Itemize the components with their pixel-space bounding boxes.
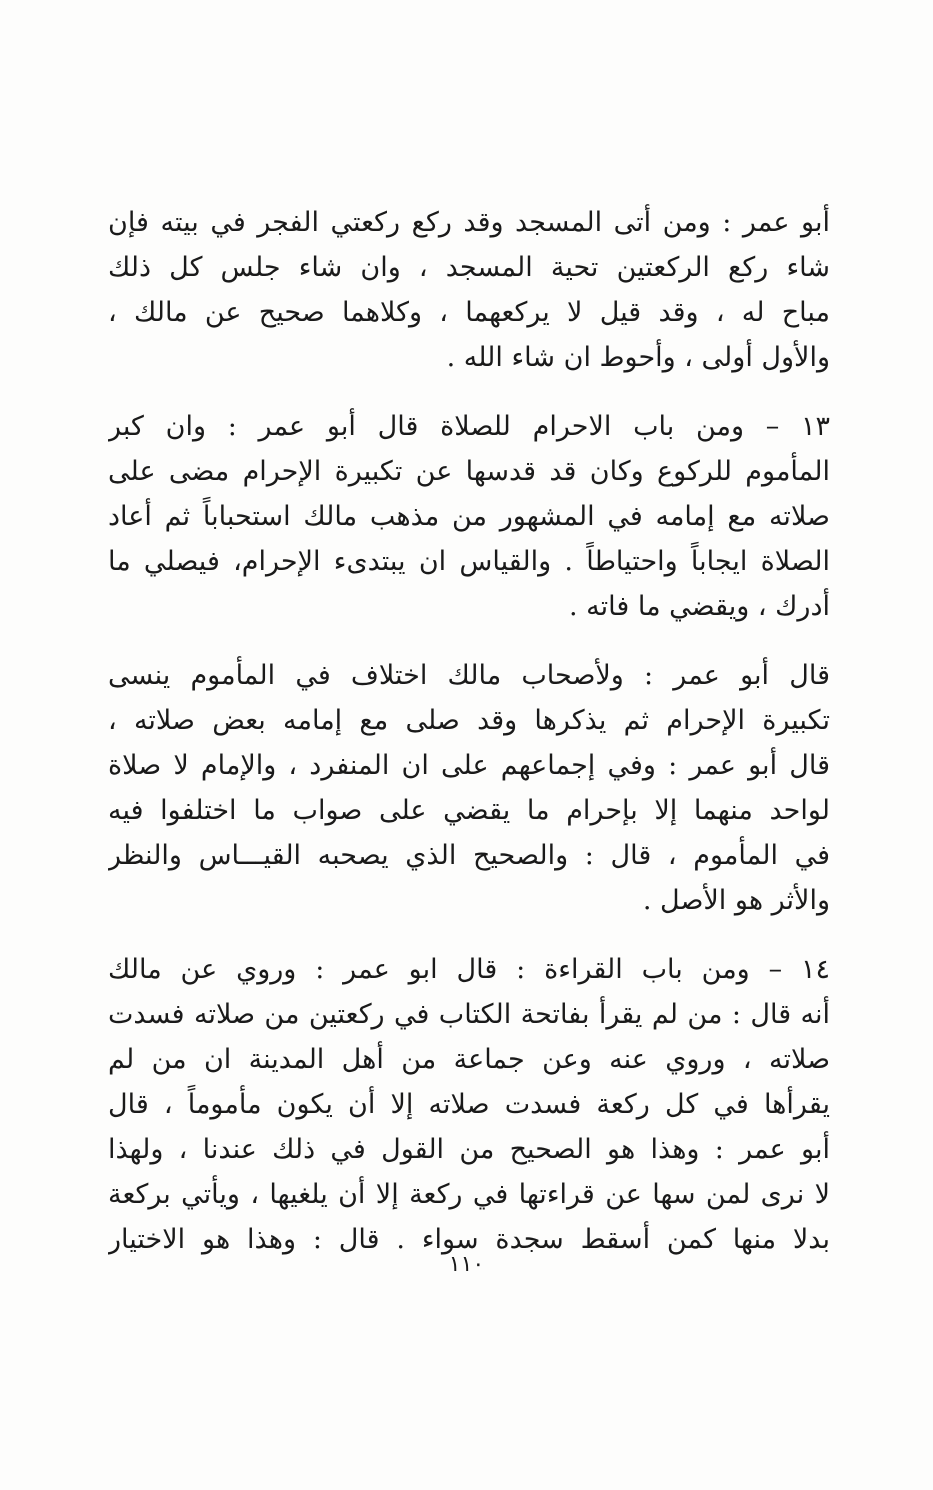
text-line: صلاته مع إمامه في المشهور من مذهب مالك استحباباً ثم أعاد [108, 501, 830, 532]
text-line: ١٤ – ومن باب القراءة : قال ابو عمر : وروي عن مالك [108, 954, 830, 985]
text-line: أبو عمر : ومن أتى المسجد وقد ركع ركعتي الفجر في بيته فإن [108, 207, 830, 238]
text-line: أنه قال : من لم يقرأ بفاتحة الكتاب في ركعتين من صلاته فسدت [108, 999, 830, 1030]
text-line: مباح له ، وقد قيل لا يركعهما ، وكلاهما صحيح عن مالك ، [108, 297, 830, 328]
text-line: والأثر هو الأصل . [642, 885, 830, 916]
text-line: قال أبو عمر : ولأصحاب مالك اختلاف في المأموم ينسى [108, 660, 830, 691]
text-line: صلاته ، وروي عنه وعن جماعة من أهل المدينة ان من لم [108, 1044, 830, 1075]
text-line: والأول أولى ، وأحوط ان شاء الله . [446, 342, 830, 373]
paragraph-4 [108, 947, 830, 1262]
text-line: قال أبو عمر : وفي إجماعهم على ان المنفرد ، والإمام لا صلاة [108, 750, 830, 781]
paragraph-1 [108, 200, 830, 380]
paragraph-2 [108, 404, 830, 629]
paragraph-3 [108, 653, 830, 923]
text-line: أبو عمر : وهذا هو الصحيح من القول في ذلك عندنا ، ولهذا [108, 1134, 830, 1165]
text-line: لا نرى لمن سها عن قراءتها في ركعة إلا أن يلغيها ، ويأتي بركعة [108, 1179, 830, 1210]
text-line: المأموم للركوع وكان قد قدسها عن تكبيرة الإحرام مضى على [108, 456, 830, 487]
text-line: يقرأها في كل ركعة فسدت صلاته إلا أن يكون مأموماً ، قال [108, 1089, 830, 1120]
text-line: لواحد منهما إلا بإحرام ما يقضي على صواب ما اختلفوا فيه [108, 795, 830, 826]
text-line: في المأموم ، قال : والصحيح الذي يصحبه القيـــاس والنظر [108, 840, 830, 871]
text-line: ١٣ – ومن باب الاحرام للصلاة قال أبو عمر : وان كبر [108, 411, 830, 442]
text-line: الصلاة ايجاباً واحتياطاً . والقياس ان يبتدىء الإحرام، فيصلي ما [108, 546, 830, 577]
text-line: شاء ركع الركعتين تحية المسجد ، وان شاء جلس كل ذلك [108, 252, 830, 283]
text-line: أدرك ، ويقضي ما فاته . [569, 591, 830, 622]
page-number: ١١٠ [448, 1252, 485, 1277]
text-line: تكبيرة الإحرام ثم يذكرها وقد صلى مع إمامه بعض صلاته ، [108, 705, 830, 736]
body-text [108, 200, 830, 1286]
text-line: بدلا منها كمن أسقط سجدة سواء . قال : وهذا هو الاختيار [108, 1224, 830, 1255]
